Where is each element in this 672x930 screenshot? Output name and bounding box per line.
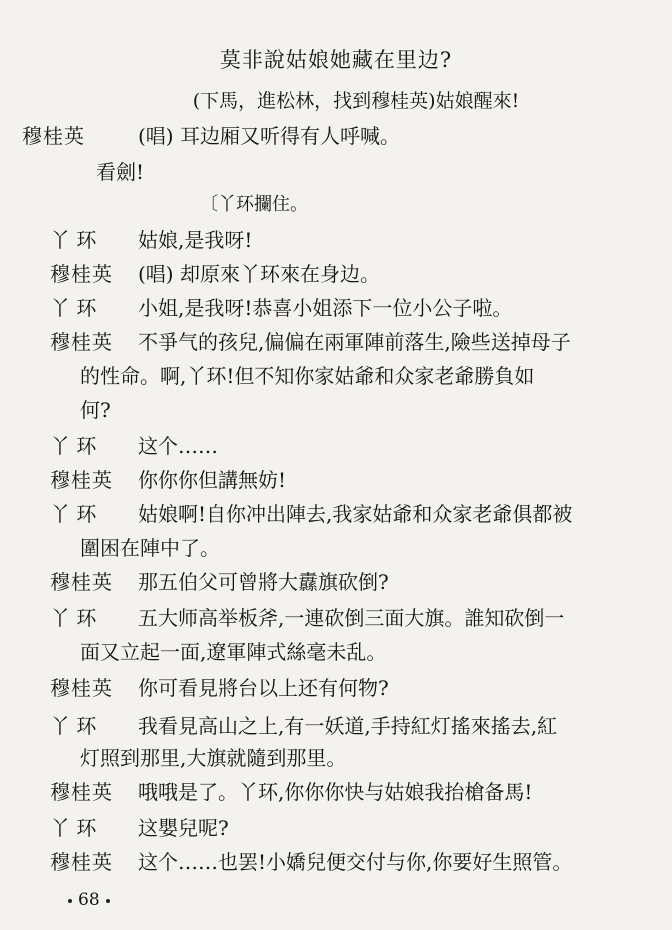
stage-direction: 〔丫环攔住。 bbox=[200, 194, 308, 215]
speaker-name: 穆桂英 bbox=[22, 124, 85, 148]
dialogue-text: 哦哦是了。丫环,你你你快与姑娘我抬槍备馬! bbox=[138, 780, 533, 804]
bullet-dot bbox=[106, 899, 110, 903]
dialogue-text: 圍困在陣中了。 bbox=[80, 536, 220, 560]
dialogue-text: 的性命。啊,丫环!但不知你家姑爺和众家老爺勝負如 bbox=[80, 364, 535, 388]
speaker-name: 丫 环 bbox=[50, 816, 97, 840]
dialogue-row bbox=[0, 636, 672, 676]
speaker-name: 丫 环 bbox=[50, 714, 97, 738]
dialogue-text: 面又立起一面,遼軍陣式絲毫未乱。 bbox=[80, 640, 387, 664]
speaker-name: 穆桂英 bbox=[50, 570, 113, 594]
page-number bbox=[62, 890, 116, 910]
speaker-name: 穆桂英 bbox=[50, 850, 113, 874]
dialogue-text: 这个……也罢!小嬌兒便交付与你,你要好生照管。 bbox=[138, 850, 573, 874]
dialogue-row bbox=[0, 566, 672, 606]
speaker-name: 丫 环 bbox=[50, 502, 97, 526]
dialogue-text: 这个…… bbox=[138, 434, 218, 458]
dialogue-row bbox=[0, 846, 672, 886]
speaker-name: 穆桂英 bbox=[50, 780, 113, 804]
speaker-name: 丫 环 bbox=[50, 434, 97, 458]
speaker-name: 穆桂英 bbox=[50, 676, 113, 700]
speaker-name: 丫 环 bbox=[50, 606, 97, 630]
verse-line: 莫非說姑娘她藏在里边? bbox=[219, 48, 453, 72]
dialogue-text: 那五伯父可曾將大纛旗砍倒? bbox=[138, 570, 389, 594]
dialogue-row bbox=[0, 776, 672, 816]
dialogue-text: (唱) 耳边厢又听得有人呼喊。 bbox=[138, 124, 400, 148]
dialogue-text: 看劍! bbox=[96, 160, 145, 184]
dialogue-row bbox=[0, 672, 672, 712]
dialogue-text: 这嬰兒呢? bbox=[138, 816, 229, 840]
speaker-name: 穆桂英 bbox=[50, 330, 113, 354]
dialogue-row bbox=[0, 120, 672, 160]
dialogue-text: 小姐,是我呀!恭喜小姐添下一位小公子啦。 bbox=[138, 296, 513, 320]
speaker-name: 穆桂英 bbox=[50, 262, 113, 286]
page-number-text: 68 bbox=[78, 890, 100, 910]
dialogue-text: 姑娘,是我呀! bbox=[138, 228, 253, 252]
bullet-dot bbox=[68, 899, 72, 903]
dialogue-text: (唱) 却原來丫环來在身边。 bbox=[138, 262, 380, 286]
dialogue-text: 灯照到那里,大旗就隨到那里。 bbox=[80, 746, 347, 770]
speaker-name: 丫 环 bbox=[50, 228, 97, 252]
dialogue-text: 不爭气的孩兒,偏偏在兩軍陣前落生,險些送掉母子 bbox=[138, 330, 571, 354]
dialogue-row bbox=[0, 394, 672, 434]
dialogue-text: 我看見高山之上,有一妖道,手持紅灯搖來搖去,紅 bbox=[138, 714, 558, 738]
dialogue-text: 姑娘啊!自你冲出陣去,我家姑爺和众家老爺俱都被 bbox=[138, 502, 573, 526]
stage-direction: (下馬，進松林，找到穆桂英)姑娘醒來! bbox=[192, 90, 520, 112]
speaker-name: 丫 环 bbox=[50, 296, 97, 320]
dialogue-text: 五大师高举板斧,一連砍倒三面大旗。誰知砍倒一 bbox=[138, 606, 565, 630]
dialogue-text: 何? bbox=[80, 398, 111, 422]
dialogue-text: 你可看見將台以上还有何物? bbox=[138, 676, 389, 700]
dialogue-text: 你你你但講無妨! bbox=[138, 468, 287, 492]
speaker-name: 穆桂英 bbox=[50, 468, 113, 492]
